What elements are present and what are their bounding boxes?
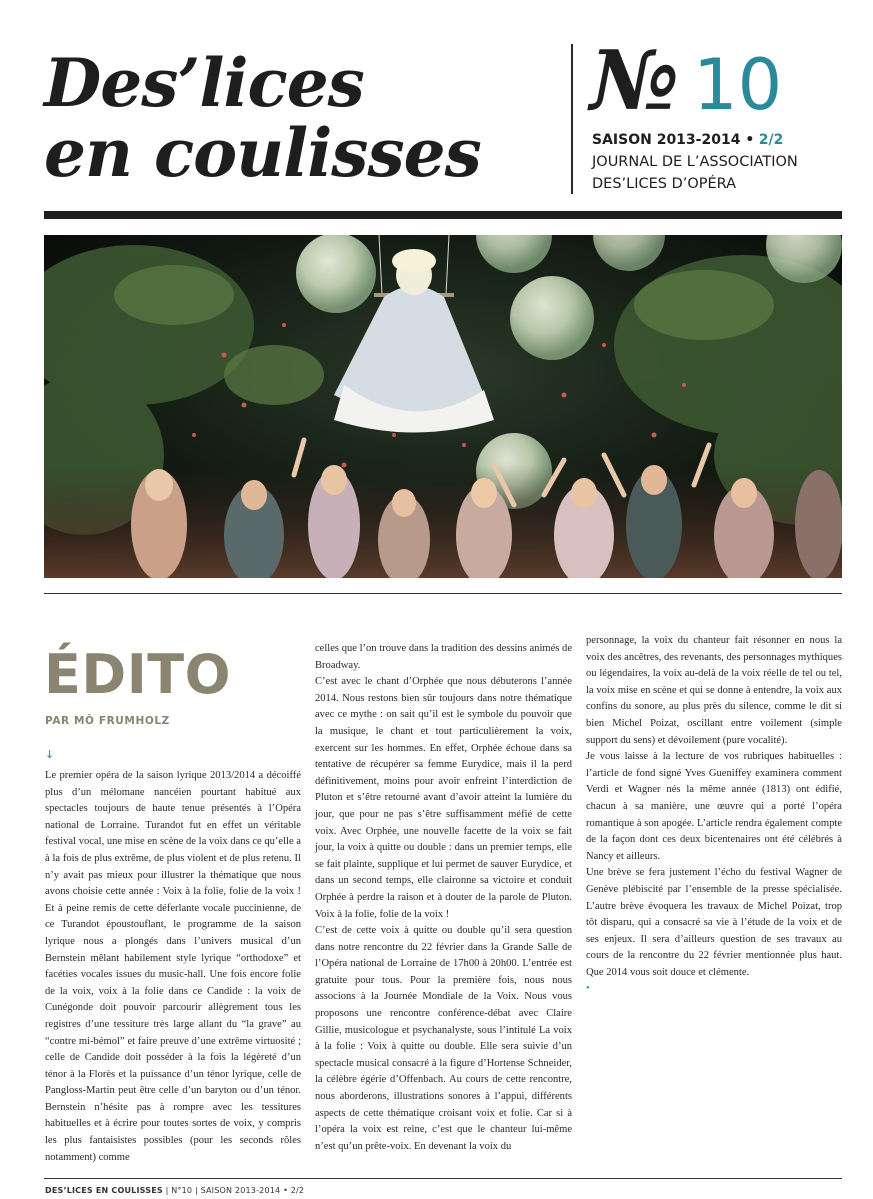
section-divider bbox=[44, 593, 842, 594]
subtitle-line1: JOURNAL DE L’ASSOCIATION bbox=[592, 154, 798, 170]
footer-divider bbox=[44, 1178, 842, 1179]
edito-title: ÉDITO bbox=[44, 643, 232, 706]
season-info bbox=[592, 130, 798, 195]
paragraph: celles que l’on trouve dans la tradition des dessins animés de Broadway. bbox=[315, 643, 572, 671]
edito-byline: PAR MÔ FRUMHOLZ bbox=[45, 715, 170, 727]
article-column-1 bbox=[45, 768, 301, 1166]
paragraph: Je vous laisse à la lecture de vos rubriques habituelles : l’article de fond signé Yves Gueniffey examinera comment Verdi et Wagner nés la même année (1813) ont édifié, chacun à sa manière, une œuvre qui a porté l’opéra romantique à son apogée. L’article rendra également compte de la façon dont ces deux bicentenaires ont été célébrés à Nancy et ailleurs. bbox=[586, 751, 842, 862]
article-column-3 bbox=[586, 633, 842, 998]
masthead-title bbox=[44, 44, 564, 192]
page-footer bbox=[45, 1186, 304, 1195]
paragraph: C’est de cette voix à quitte ou double qu’il sera question dans notre rencontre du 22 février dans la Grande Salle de l’Opéra national de Lorraine de 17h00 à 20h00. L’entrée est gratuite pour tous. Pour la première fois, nous nous associons à la Journée Mondiale de la Voix. Nous vous proposons une rencontre conférence-débat avec Claire Gillie, musicologue et psychanalyste, sous l’intitulé La voix à la folie : Voix à quitte ou double. Elle sera suivie d’un spectacle musical consacré à la figure d’Hortense Schneider, la célèbre égérie d’Offenbach. Au cours de cette rencontre, nous aborderons, illustrations sonores à l’appui, différents aspects de cette thématique croisant voix et folie. Car si à l’opéra la voix est reine, c’est que le chanteur lui-même n’est qu’un prête-voix. En devenant la voix du bbox=[315, 925, 572, 1152]
masthead-title-line1: Des’lices bbox=[44, 44, 364, 122]
footer-info: | N°10 | SAISON 2013-2014 • 2/2 bbox=[165, 1186, 305, 1195]
issue-number-block bbox=[590, 33, 783, 129]
stage-photo bbox=[44, 235, 842, 578]
end-mark: • bbox=[586, 983, 590, 995]
issue-number: 10 bbox=[693, 44, 783, 126]
masthead-bar bbox=[44, 211, 842, 219]
masthead-title-line2: en coulisses bbox=[44, 114, 481, 192]
paragraph: Le premier opéra de la saison lyrique 2013/2014 a décoiffé plus d’un mélomane nancéien pourtant habitué aux spectacles toujours de haute tenue présentés à l’Opéra national de Lorraine. Turandot fut en effet un véritable festival vocal, une mise en scène de la voix dans ce qu’elle a à la fois de plus extrême, de plus violent et de plus retenu. Il n’y avait pas mieux pour illustrer la thématique que nous avons choisie cette année : Voix à la folie, folie de la voix ! Et à peine remis de cette déferlante vocale puccinienne, de ce Turandot époustouflant, le programme de la saison lyrique nous a plongés dans l’univers musical d’un Bernstein mêlant habilement style lyrique “orthodoxe” et facéties vocales issues du music-hall. Une fois encore folie de la voix, voix à la folie dans ce Candide : la voix de Cunégonde doit pouvoir parcourir allègrement tous les registres d’une tessiture très large allant du “la grave” au “contre mi-bémol” et faire preuve d’une extrême virtuosité ; celle de Candide doit posséder à la fois la légèreté d’un ténor à la Florès et la puissance d’un ténor lyrique, celle de Pangloss-Martin peut être celle d’un baryton ou d’un ténor. Bernstein n’hésite pas à rompre avec les tessitures habituelles et à écrire pour toutes sortes de voix, y compris les plus fantaisistes possibles (pour les seconds rôles notamment) comme bbox=[45, 770, 301, 1163]
paragraph: Une brève se fera justement l’écho du festival Wagner de Genève plébiscité par l’ensemble de la presse spécialisée. L’autre brève évoquera les travaux de Michel Poizat, trop tôt disparu, qui a consacré sa vie à l’étude de la voix et de ses enjeux. Il sera d’ailleurs question de ses travaux au cours de la rencontre du 22 février mentionnée plus haut. Que 2014 vous soit douce et clémente. bbox=[586, 867, 842, 978]
arrow-down-icon: ↓ bbox=[45, 748, 55, 761]
season-label: SAISON 2013-2014 • bbox=[592, 132, 755, 148]
issue-symbol: № bbox=[590, 33, 680, 129]
masthead-divider bbox=[571, 44, 573, 194]
paragraph: personnage, la voix du chanteur fait résonner en nous la voix des ancêtres, des revenants, des personnages mythiques ou légendaires, la voix au-delà de la voix réelle de tel ou tel, la voix mise en scène et qui se donne à entendre, la voix aux confins du sonore, au plus près du silence, comme le dit si bien Michel Poizat, oscillant entre voilement (simple support du sens) et dévoilement (pure vocalité). bbox=[586, 635, 842, 746]
article-column-2 bbox=[315, 641, 572, 1155]
paragraph: C’est avec le chant d’Orphée que nous débuterons l’année 2014. Nous restons bien sûr toujours dans notre thématique avec ce mythe : on sait qu’il est le symbole du pouvoir que la musique, le chant et tout particulièrement la voix, exercent sur les hommes. En effet, Orphée échoue dans sa tentative de récupérer sa femme Eurydice, mais il la perd définitivement, moins pour avoir enfreint l’interdiction de Pluton et s’être retourné avant d’avoir atteint la lumière du jour, que pour ne pas s’être suffisamment méfié de cette voix. Avec Orphée, une nouvelle facette de la voix se fait jour, la voix à quitte ou double : dans un premier temps, elle se fait plainte, supplique et lui permet de sauver Eurydice, et dans un second temps, elle claironne sa victoire et conduit Orphée à perdre la raison et à douter de la parole de Pluton. Voix à la folie, folie de la voix ! bbox=[315, 676, 572, 920]
season-part: 2/2 bbox=[758, 132, 784, 148]
footer-brand: DES’LICES EN COULISSES bbox=[45, 1186, 163, 1195]
subtitle-line2: DES’LICES D’OPÉRA bbox=[592, 176, 737, 192]
